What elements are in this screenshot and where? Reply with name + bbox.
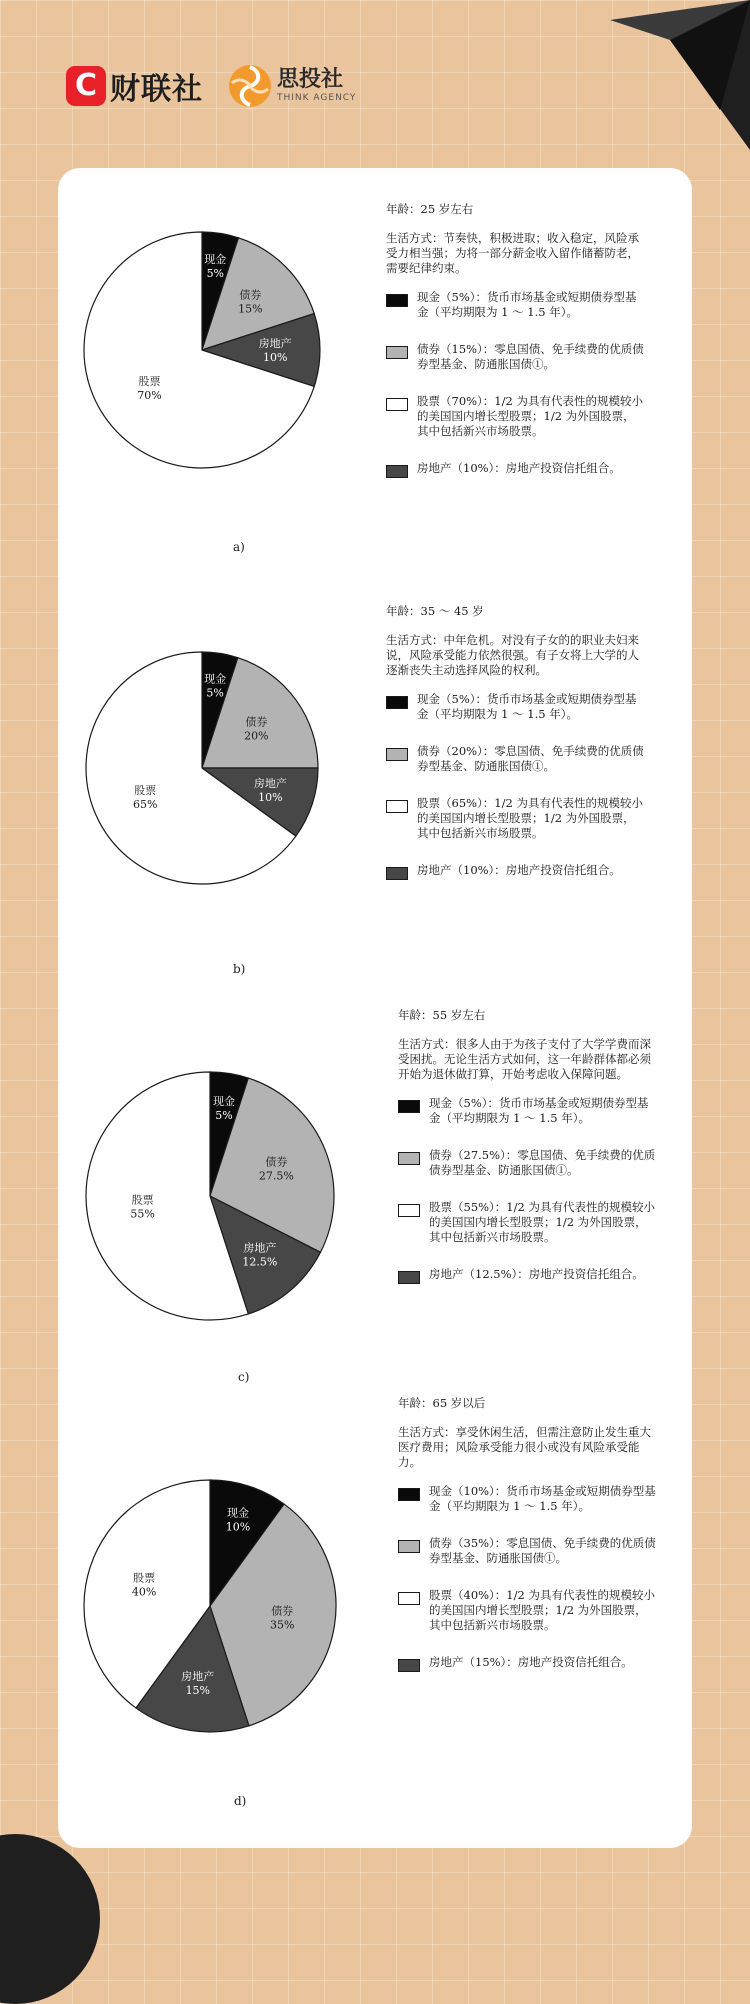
legend-swatch-bond [398, 1540, 420, 1553]
slice-value-stock: 40% [131, 1585, 157, 1599]
legend-swatch-stock [386, 398, 408, 411]
slice-label-cash: 现金 [204, 253, 227, 267]
legend-text-bond: 债券（15%）：零息国债、免手续费的优质债券型基金、防通胀国债①。 [417, 342, 644, 371]
slice-label-bond: 债券 [239, 288, 262, 302]
legend-swatch-stock [398, 1204, 420, 1217]
lifestyle-text-d: 生活方式：享受休闲生活，但需注意防止发生重大医疗费用；风险承受能力很小或没有风险承受能力。 [398, 1425, 651, 1469]
chart-caption-d: d) [234, 1794, 247, 1808]
think-agency-english: THINK AGENCY [277, 93, 357, 103]
legend-text-cash: 现金（5%）：货币市场基金或短期债券型基金（平均期限为 1 ～ 1.5 年）。 [417, 692, 637, 721]
age-label-d: 年龄：65 岁以后 [398, 1396, 486, 1410]
slice-label-stock: 股票 [133, 1571, 156, 1585]
pie-chart-d [72, 1388, 362, 1768]
slice-value-realestate: 12.5% [242, 1255, 278, 1269]
legend-item-stock-c [398, 1200, 658, 1245]
lifestyle-text-b: 生活方式：中年危机。对没有子女的的职业夫妇来说，风险承受能力依然很强。有子女将上大学的人逐渐丧失主动选择风险的权利。 [386, 633, 639, 677]
slice-label-realestate: 房地产 [181, 1670, 215, 1684]
slice-value-stock: 55% [130, 1207, 155, 1221]
slice-value-bond: 20% [244, 729, 269, 743]
legend-item-stock-a [386, 394, 646, 439]
legend-text-cash: 现金（5%）：货币市场基金或短期债券型基金（平均期限为 1 ～ 1.5 年）。 [417, 290, 637, 319]
legend-item-bond-d [398, 1536, 658, 1566]
age-label-b: 年龄：35 ～ 45 岁 [386, 604, 484, 618]
slice-label-cash: 现金 [204, 672, 227, 686]
slice-value-realestate: 10% [258, 791, 283, 805]
legend-text-cash: 现金（10%）：货币市场基金或短期债券型基金（平均期限为 1 ～ 1.5 年）。 [429, 1484, 656, 1513]
legend-swatch-realestate [386, 867, 408, 880]
legend-text-stock: 股票（40%）：1/2 为具有代表性的规模较小的美国国内增长型股票；1/2 为外国股票，其中包括新兴市场股票。 [429, 1588, 655, 1632]
pie-chart-b [72, 588, 362, 968]
think-agency-swirl-icon [227, 63, 273, 109]
legend-item-cash-c [398, 1096, 658, 1126]
legend-text-stock: 股票（65%）：1/2 为具有代表性的规模较小的美国国内增长型股票；1/2 为外国股票，其中包括新兴市场股票。 [417, 796, 643, 840]
legend-text-cash: 现金（5%）：货币市场基金或短期债券型基金（平均期限为 1 ～ 1.5 年）。 [429, 1096, 649, 1125]
slice-value-stock: 70% [137, 389, 162, 403]
legend-swatch-bond [386, 346, 408, 359]
slice-value-cash: 5% [206, 686, 224, 700]
legend-text-realestate: 房地产（10%）：房地产投资信托组合。 [417, 863, 621, 877]
header [66, 62, 356, 110]
legend-swatch-cash [398, 1100, 420, 1113]
slice-label-stock: 股票 [138, 375, 161, 389]
legend-text-bond: 债券（27.5%）：零息国债、免手续费的优质债券型基金、防通胀国债①。 [429, 1148, 656, 1177]
legend-item-stock-b [386, 796, 646, 841]
slice-label-bond: 债券 [265, 1155, 288, 1169]
legend-item-realestate-b [386, 863, 646, 880]
legend-item-cash-d [398, 1484, 658, 1514]
legend-text-realestate: 房地产（12.5%）：房地产投资信托组合。 [429, 1267, 644, 1281]
slice-value-cash: 5% [215, 1108, 233, 1122]
slice-value-bond: 15% [238, 302, 263, 316]
chart-text-b [386, 604, 646, 902]
chart-caption-c: c) [238, 1370, 250, 1384]
slice-value-cash: 5% [206, 267, 225, 281]
slice-value-bond: 35% [269, 1618, 295, 1632]
legend-item-realestate-d [398, 1655, 658, 1672]
legend-swatch-cash [386, 294, 408, 307]
corner-circle-decoration [0, 1834, 100, 2004]
legend-text-stock: 股票（55%）：1/2 为具有代表性的规模较小的美国国内增长型股票；1/2 为外国股票，其中包括新兴市场股票。 [429, 1200, 655, 1244]
corner-paper-plane-decoration [600, 0, 750, 150]
legend-item-bond-c [398, 1148, 658, 1178]
legend-swatch-cash [386, 696, 408, 709]
slice-label-cash: 现金 [227, 1506, 249, 1520]
slice-label-stock: 股票 [134, 784, 157, 797]
lifestyle-text-c: 生活方式：很多人由于为孩子支付了大学学费而深受困扰。无论生活方式如何，这一年龄群体都必须开始为退休做打算，开始考虑收入保障问题。 [398, 1037, 651, 1081]
slice-label-realestate: 房地产 [243, 1241, 277, 1255]
think-agency-logo [227, 63, 356, 109]
chart-caption-a: a) [233, 540, 245, 554]
slice-value-bond: 27.5% [258, 1169, 294, 1183]
legend-swatch-realestate [398, 1271, 420, 1284]
think-agency-name: 思投社 [277, 67, 344, 92]
slice-label-bond: 债券 [245, 715, 268, 729]
legend-item-cash-b [386, 692, 646, 722]
legend-swatch-realestate [386, 465, 408, 478]
chart-text-d [398, 1396, 658, 1694]
legend-swatch-bond [386, 748, 408, 761]
legend-item-cash-a [386, 290, 646, 320]
slice-value-realestate: 10% [262, 351, 288, 364]
legend-text-bond: 债券（35%）：零息国债、免手续费的优质债券型基金、防通胀国债①。 [429, 1536, 656, 1565]
slice-value-cash: 10% [225, 1520, 251, 1534]
legend-item-realestate-c [398, 1267, 658, 1284]
legend-swatch-bond [398, 1152, 420, 1165]
slice-label-realestate: 房地产 [253, 777, 287, 791]
content-card [58, 168, 692, 1848]
legend-item-realestate-a [386, 461, 646, 478]
pie-chart-c [72, 996, 362, 1376]
legend-item-bond-b [386, 744, 646, 774]
legend-text-realestate: 房地产（15%）：房地产投资信托组合。 [429, 1655, 633, 1669]
age-label-c: 年龄：55 岁左右 [398, 1008, 486, 1022]
slice-value-realestate: 15% [185, 1684, 211, 1698]
slice-label-stock: 股票 [131, 1193, 154, 1207]
cailianshe-mark-icon: C [66, 66, 106, 106]
pie-chart-a [72, 168, 362, 548]
legend-swatch-cash [398, 1488, 420, 1501]
legend-swatch-stock [398, 1592, 420, 1605]
legend-text-realestate: 房地产（10%）：房地产投资信托组合。 [417, 461, 621, 475]
legend-text-bond: 债券（20%）：零息国债、免手续费的优质债券型基金、防通胀国债①。 [417, 744, 644, 773]
chart-text-c [398, 1008, 658, 1306]
slice-label-realestate: 房地产 [258, 337, 292, 350]
age-label-a: 年龄：25 岁左右 [386, 202, 474, 216]
cailianshe-name: 财联社 [110, 72, 203, 107]
slice-value-stock: 65% [132, 798, 158, 811]
legend-text-stock: 股票（70%）：1/2 为具有代表性的规模较小的美国国内增长型股票；1/2 为外国股票，其中包括新兴市场股票。 [417, 394, 643, 438]
legend-swatch-realestate [398, 1659, 420, 1672]
cailianshe-logo [66, 64, 203, 108]
legend-item-stock-d [398, 1588, 658, 1633]
chart-caption-b: b) [233, 962, 246, 976]
chart-text-a [386, 202, 646, 500]
slice-label-bond: 债券 [271, 1604, 294, 1618]
slice-label-cash: 现金 [213, 1094, 235, 1108]
legend-item-bond-a [386, 342, 646, 372]
legend-swatch-stock [386, 800, 408, 813]
lifestyle-text-a: 生活方式：节奏快，积极进取；收入稳定，风险承受力相当强；为将一部分薪金收入留作储蓄防老，需要纪律约束。 [386, 231, 639, 275]
